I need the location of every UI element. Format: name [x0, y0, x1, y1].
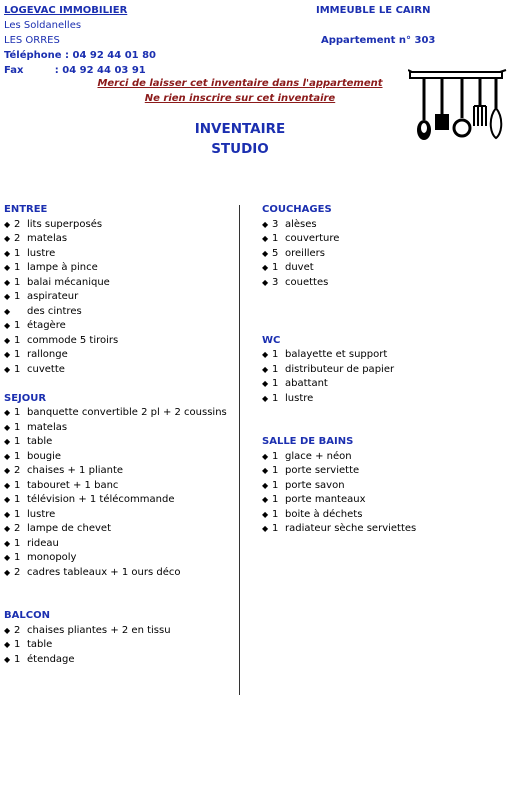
bullet-icon: ◆	[262, 350, 269, 359]
list-item: ◆ 1 lustre	[262, 392, 507, 407]
list-item: ◆ 1 lustre	[4, 247, 234, 262]
phone-number: Téléphone : 04 92 44 01 80	[4, 50, 157, 61]
bullet-icon: ◆	[4, 335, 11, 345]
list-item: ◆ 1 porte manteaux	[262, 493, 507, 508]
bullet-icon: ◆	[4, 509, 11, 519]
section-entree	[4, 203, 234, 377]
bullet-icon: ◆	[4, 654, 11, 664]
section-sejour	[4, 392, 234, 581]
item-list	[4, 218, 234, 378]
list-item: ◆ 1 duvet	[262, 261, 507, 276]
company-name: LOGEVAC IMMOBILIER	[4, 5, 128, 16]
list-item: ◆ 1 cuvette	[4, 363, 234, 378]
list-item: ◆ 1 balayette et support	[262, 348, 507, 363]
address-line-2: LES ORRES	[4, 35, 60, 46]
list-item: ◆ 1 balai mécanique	[4, 276, 234, 291]
page-title: INVENTAIRE	[194, 121, 286, 137]
bullet-icon: ◆	[262, 480, 269, 490]
bullet-icon: ◆	[4, 292, 11, 301]
item-list	[262, 218, 507, 291]
bullet-icon: ◆	[262, 277, 269, 287]
section-balcon	[4, 609, 234, 667]
list-item: ◆ 1 boite à déchets	[262, 508, 507, 523]
right-column	[262, 203, 507, 537]
bullet-icon: ◆	[4, 321, 11, 330]
bullet-icon: ◆	[262, 466, 269, 475]
list-item: ◆ 3 couettes	[262, 276, 507, 291]
list-item: ◆ 1 tabouret + 1 banc	[4, 479, 234, 494]
section-wc	[262, 334, 507, 407]
list-item: ◆ 2 chaises + 1 pliante	[4, 464, 234, 479]
agency-block	[4, 3, 156, 78]
page-subtitle: STUDIO	[211, 141, 269, 157]
list-item: ◆ 2 chaises pliantes + 2 en tissu	[4, 624, 234, 639]
list-item: ◆ 1 radiateur sèche serviettes	[262, 522, 507, 537]
bullet-icon: ◆	[4, 248, 11, 258]
list-item: ◆ 3 alèses	[262, 218, 507, 233]
bullet-icon: ◆	[262, 263, 269, 272]
item-list	[262, 348, 507, 406]
list-item: ◆ 1 porte savon	[262, 479, 507, 494]
bullet-icon: ◆	[4, 350, 11, 359]
list-item: ◆ 1 étagère	[4, 319, 234, 334]
bullet-icon: ◆	[4, 437, 11, 446]
bullet-icon: ◆	[262, 509, 269, 519]
section-title: WC	[262, 334, 281, 346]
list-item: ◆ 2 lampe de chevet	[4, 522, 234, 537]
bullet-icon: ◆	[4, 466, 11, 475]
section-salle-de-bains	[262, 435, 507, 537]
bullet-icon: ◆	[4, 567, 11, 577]
bullet-icon: ◆	[262, 495, 269, 504]
bullet-icon: ◆	[262, 248, 269, 258]
apartment-number: Appartement n° 303	[321, 35, 436, 46]
list-item: ◆ 1 télévision + 1 télécommande	[4, 493, 234, 508]
bullet-icon: ◆	[262, 379, 269, 388]
list-item: ◆ 1 table	[4, 638, 234, 653]
bullet-icon: ◆	[4, 480, 11, 490]
list-item: ◆ 1 table	[4, 435, 234, 450]
section-title: BALCON	[4, 610, 50, 621]
list-item: ◆ 1 porte serviette	[262, 464, 507, 479]
bullet-icon: ◆	[262, 364, 269, 374]
section-title: SALLE DE BAINS	[262, 436, 354, 447]
bullet-icon: ◆	[262, 393, 269, 403]
bullet-icon: ◆	[4, 524, 11, 533]
bullet-icon: ◆	[4, 538, 11, 548]
bullet-icon: ◆	[4, 640, 11, 649]
bullet-icon: ◆	[4, 364, 11, 374]
bullet-icon: ◆	[4, 495, 11, 504]
section-title: ENTREE	[4, 204, 48, 215]
bullet-icon: ◆	[262, 451, 269, 461]
fax-number: Fax : 04 92 44 03 91	[4, 65, 146, 76]
bullet-icon: ◆	[4, 263, 11, 272]
bullet-icon: ◆	[4, 553, 11, 562]
building-name: IMMEUBLE LE CAIRN	[316, 5, 431, 16]
section-title: SEJOUR	[4, 392, 47, 404]
address-line-1: Les Soldanelles	[4, 20, 82, 31]
bullet-icon: ◆	[4, 451, 11, 461]
list-item: ◆ 1 bougie	[4, 450, 234, 465]
bullet-icon: ◆	[262, 219, 269, 229]
item-list	[4, 406, 234, 580]
notice-line-1: Merci de laisser cet inventaire dans l'appartement	[97, 78, 383, 89]
list-item: ◆ 2 cadres tableaux + 1 ours déco	[4, 566, 234, 581]
list-item: ◆ 1 lustre	[4, 508, 234, 523]
section-title: COUCHAGES	[262, 204, 332, 215]
list-item: ◆ 1 rallonge	[4, 348, 234, 363]
list-item: ◆ 1 aspirateur	[4, 290, 234, 305]
bullet-icon: ◆	[4, 234, 11, 243]
section-couchages	[262, 203, 507, 290]
column-divider	[239, 205, 240, 695]
list-item: ◆ 1 commode 5 tiroirs	[4, 334, 234, 349]
item-list	[262, 450, 507, 537]
list-item: ◆ 1 banquette convertible 2 pl + 2 coussins	[4, 406, 234, 421]
bullet-icon: ◆	[4, 625, 11, 635]
list-item: ◆ 1 abattant	[262, 377, 507, 392]
bullet-icon: ◆	[4, 277, 11, 287]
bullet-icon: ◆	[262, 234, 269, 243]
list-item: ◆ 1 étendage	[4, 653, 234, 668]
list-item: ◆ 2 lits superposés	[4, 218, 234, 233]
list-item: ◆ 1 monopoly	[4, 551, 234, 566]
bullet-icon: ◆	[4, 306, 11, 316]
list-item: ◆ 1 matelas	[4, 421, 234, 436]
notice-line-2: Ne rien inscrire sur cet inventaire	[144, 93, 336, 104]
list-item: ◆ des cintres	[4, 305, 234, 320]
list-item: ◆ 5 oreillers	[262, 247, 507, 262]
list-item: ◆ 1 distributeur de papier	[262, 363, 507, 378]
bullet-icon: ◆	[4, 422, 11, 432]
item-list	[4, 624, 234, 668]
bullet-icon: ◆	[4, 219, 11, 229]
list-item: ◆ 1 rideau	[4, 537, 234, 552]
left-column	[4, 203, 234, 667]
bullet-icon: ◆	[262, 524, 269, 533]
bullet-icon: ◆	[4, 408, 11, 417]
list-item: ◆ 1 couverture	[262, 232, 507, 247]
list-item: ◆ 1 glace + néon	[262, 450, 507, 465]
list-item: ◆ 1 lampe à pince	[4, 261, 234, 276]
list-item: ◆ 2 matelas	[4, 232, 234, 247]
